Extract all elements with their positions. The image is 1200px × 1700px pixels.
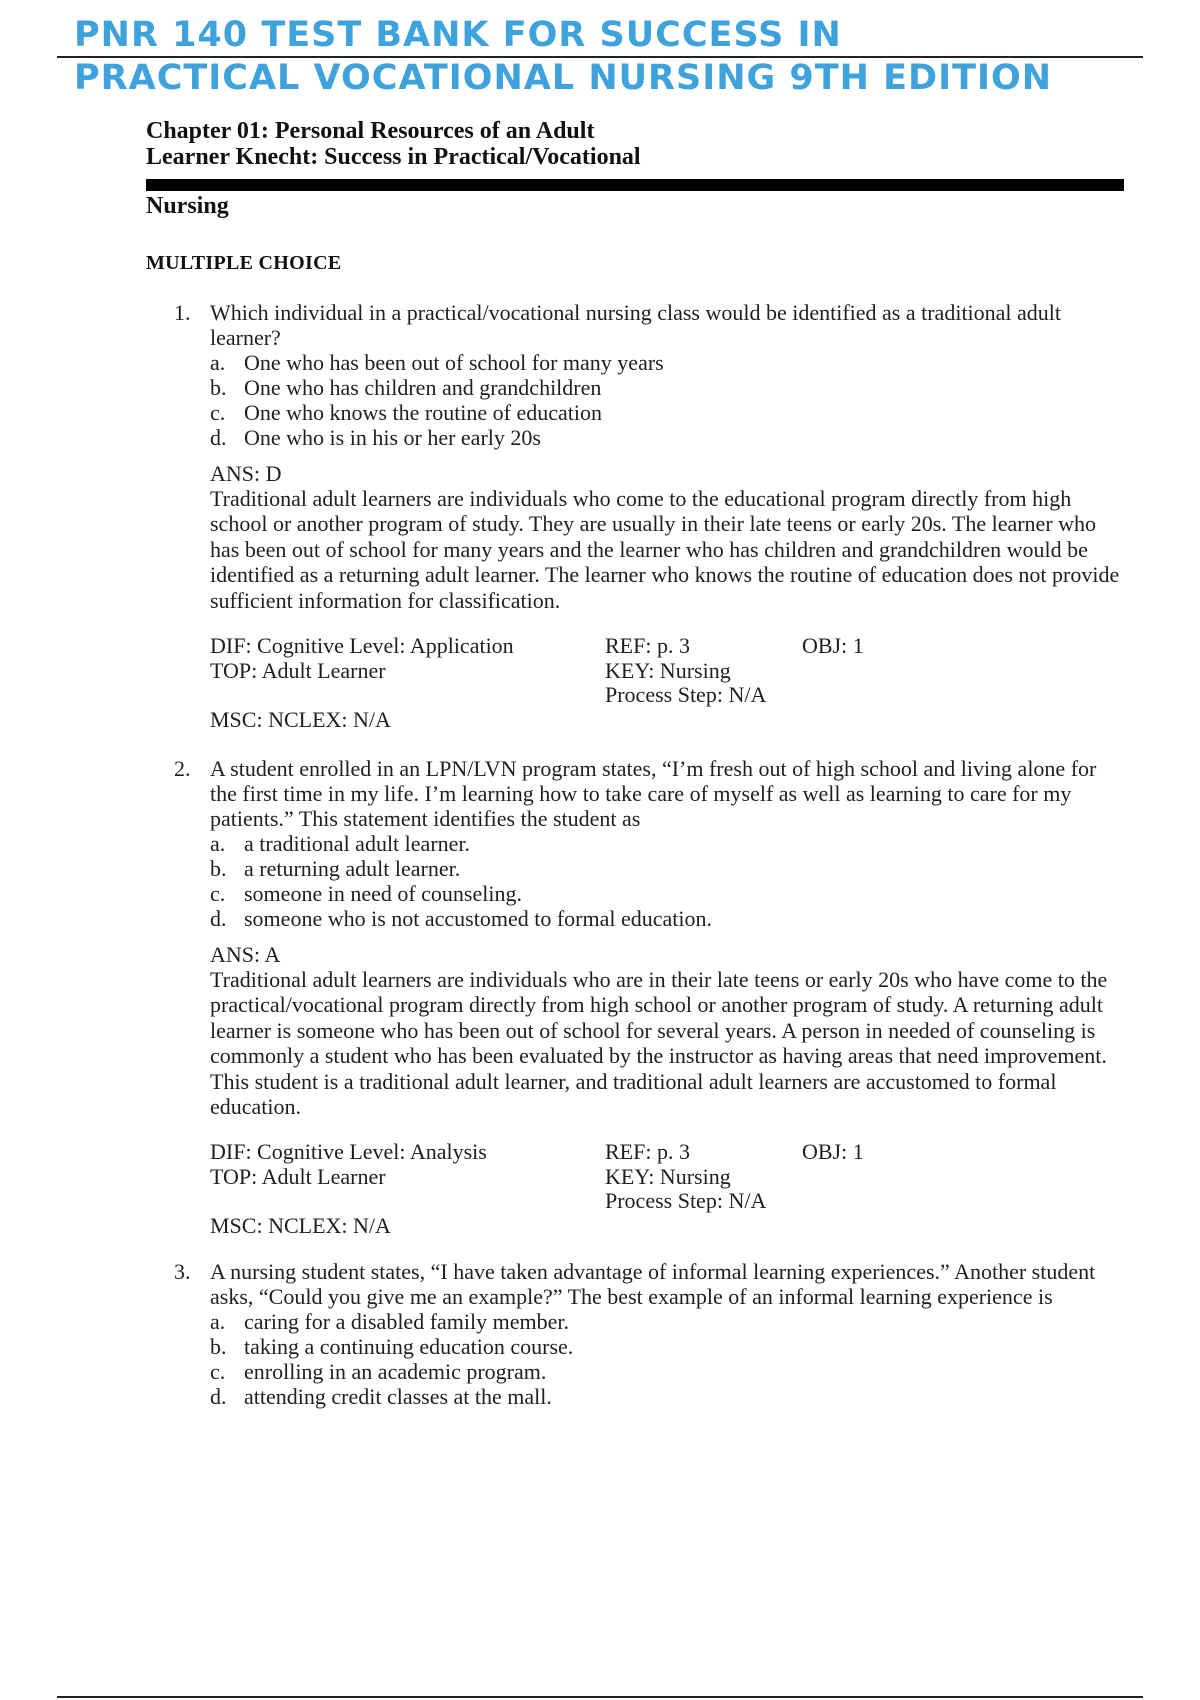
chapter-heading-line-2: Learner Knecht: Success in Practical/Vocational [146,144,641,170]
question-stem [174,1259,1124,1309]
question-metadata [210,634,1124,732]
question-number: 1. [174,300,191,325]
objective: OBJ: 1 [802,1139,864,1165]
question-text: A student enrolled in an LPN/LVN program states, “I’m fresh out of high school and living alone for the first time in my life. I’m learning how to take care of myself as well as learning to care for my patients.” This statement identifies the student as [210,756,1097,831]
difficulty: DIF: Cognitive Level: Application [210,633,514,659]
question-metadata [210,1140,1124,1238]
chapter-heading [146,118,1126,170]
msc: MSC: NCLEX: N/A [210,1212,391,1238]
question-stem [174,300,1124,350]
question-text: Which individual in a practical/vocational nursing class would be identified as a traditional adult learner? [210,300,1062,350]
choice-list [174,350,1124,450]
question-2 [174,756,1124,1238]
answer-key: ANS: A [210,942,281,967]
chapter-heading-line-1: Chapter 01: Personal Resources of an Adult [146,118,595,144]
question-1 [174,300,1124,732]
reference: REF: p. 3 [605,633,690,659]
chapter-rule [146,179,1124,191]
choice-b: b. One who has children and grandchildren [210,375,602,400]
choice-b: b. taking a continuing education course. [210,1334,574,1359]
msc: MSC: NCLEX: N/A [210,706,391,732]
chapter-heading-line-3: Nursing [146,193,229,219]
rationale: Traditional adult learners are individuals who come to the educational program directly from high school or another program of study. They are usually in their late teens or early 20s. The learner who has been out of school for many years and the learner who has children and grandchildren would be identified as a returning adult learner. The learner who knows the routine of education does not provide sufficient information for classification. [210,486,1120,613]
keyword: KEY: Nursing Process Step: N/A [605,1163,767,1214]
topic: TOP: Adult Learner [210,657,386,683]
question-number: 2. [174,756,191,781]
rationale: Traditional adult learners are individuals who are in their late teens or early 20s who have come to the practical/vocational program directly from high school or another program of study. A returning adult learner is someone who has been out of school for several years. A person in needed of counseling is commonly a student who has been evaluated by the instructor as having areas that need improvement. This student is a traditional adult learner, and traditional adult learners are accustomed to formal education. [210,967,1108,1120]
document-title-line-2: PRACTICAL VOCATIONAL NURSING 9TH EDITION [74,58,1053,98]
document-title-line-1: PNR 140 TEST BANK FOR SUCCESS IN [74,15,842,55]
answer-key: ANS: D [210,461,282,486]
choice-b: b. a returning adult learner. [210,856,461,881]
question-stem [174,756,1124,831]
choice-d: d. someone who is not accustomed to formal education. [210,906,712,931]
choice-list [174,831,1124,931]
difficulty: DIF: Cognitive Level: Analysis [210,1139,487,1165]
footer-divider [57,1696,1143,1698]
choice-c: c. enrolling in an academic program. [210,1359,547,1384]
choice-d: d. One who is in his or her early 20s [210,425,541,450]
keyword: KEY: Nursing Process Step: N/A [605,657,767,708]
reference: REF: p. 3 [605,1139,690,1165]
choice-c: c. someone in need of counseling. [210,881,522,906]
topic: TOP: Adult Learner [210,1163,386,1189]
section-heading: MULTIPLE CHOICE [146,252,342,274]
question-3 [174,1259,1124,1409]
choice-a: a. caring for a disabled family member. [210,1309,569,1334]
title-divider [57,56,1143,58]
objective: OBJ: 1 [802,633,864,659]
choice-d: d. attending credit classes at the mall. [210,1384,552,1409]
choice-list [174,1309,1124,1409]
choice-a: a. One who has been out of school for many years [210,350,664,375]
question-text: A nursing student states, “I have taken advantage of informal learning experiences.” Another student asks, “Could you give me an example?” The best example of an informal learning experience is [210,1259,1096,1309]
choice-a: a. a traditional adult learner. [210,831,471,856]
choice-c: c. One who knows the routine of education [210,400,603,425]
question-number: 3. [174,1259,191,1284]
